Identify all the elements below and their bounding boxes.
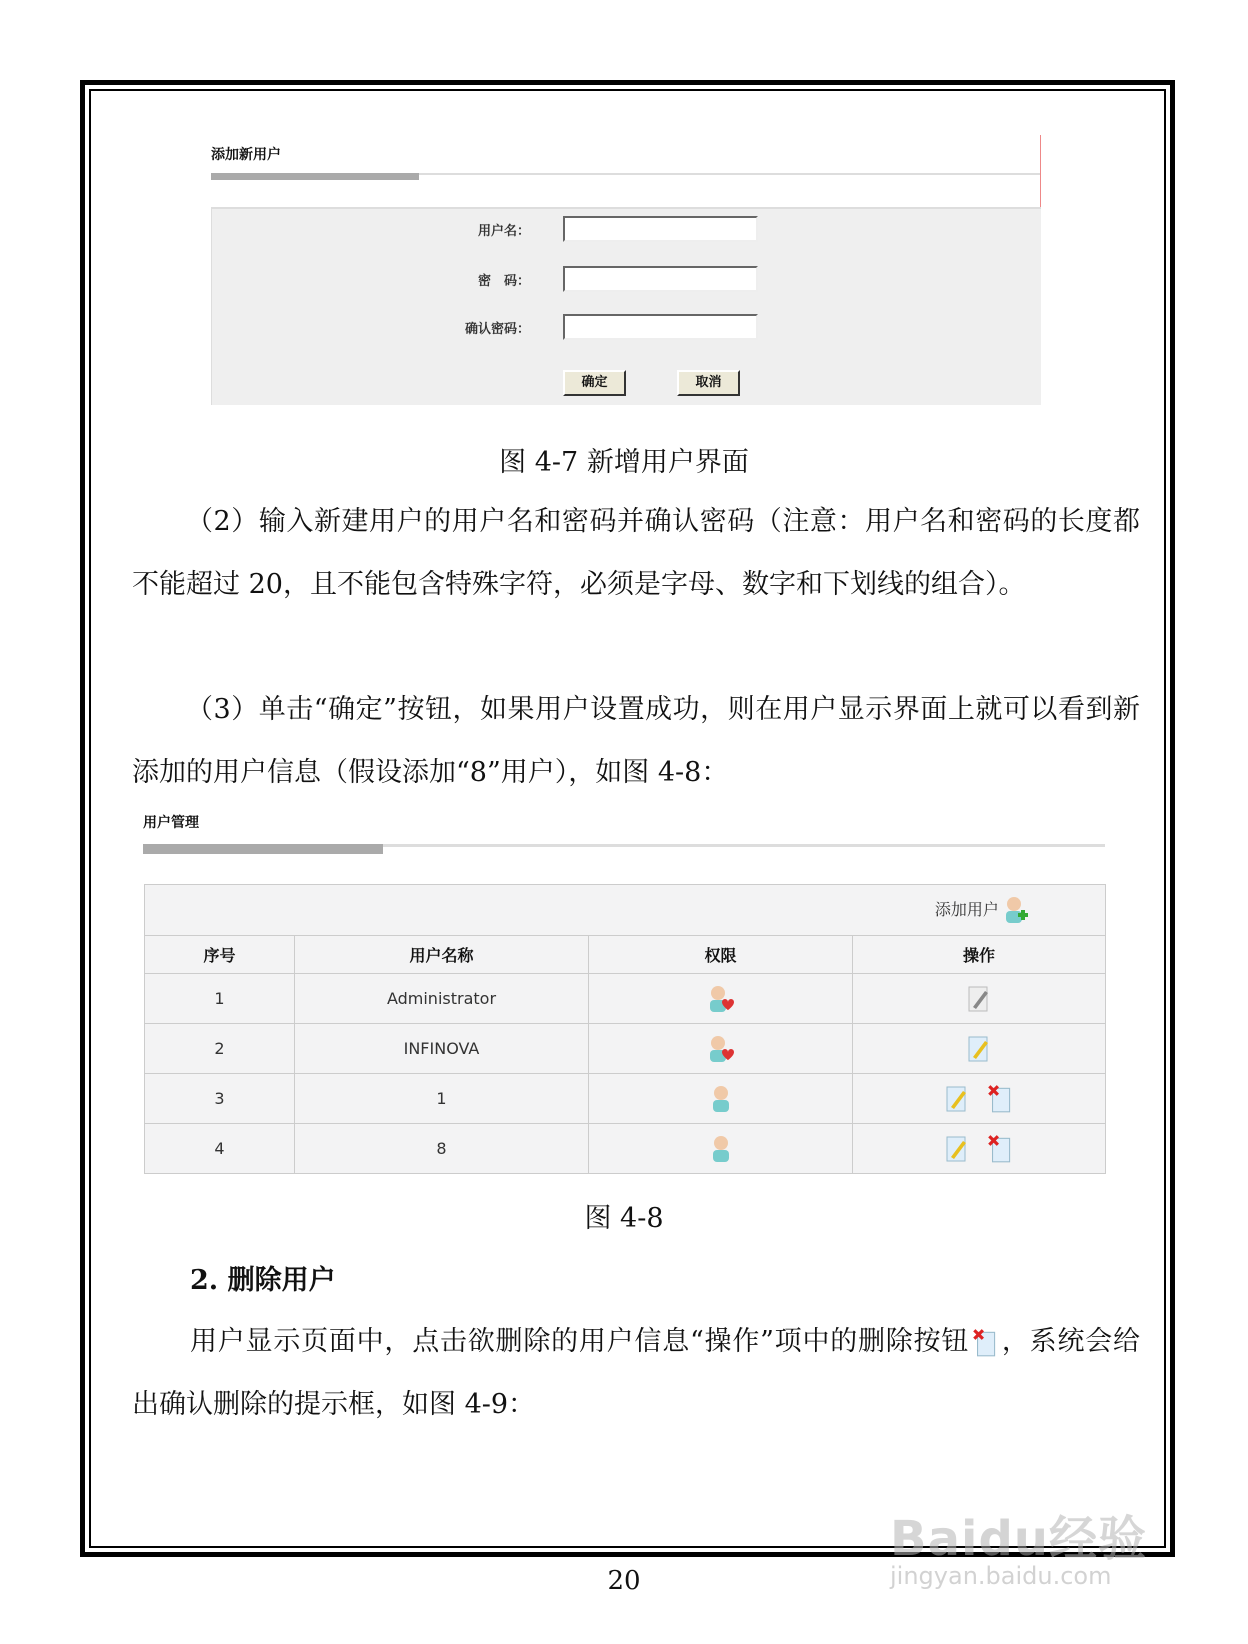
header-no: 序号 (145, 936, 295, 974)
title-underline (211, 173, 419, 180)
header-permission: 权限 (589, 936, 853, 974)
delete-icon (969, 1327, 1001, 1359)
baidu-watermark-url: jingyan.baidu.com (890, 1562, 1112, 1590)
row-no: 3 (145, 1074, 295, 1124)
user-table (144, 884, 1106, 1174)
row-actions (853, 974, 1106, 1024)
row-username: INFINOVA (295, 1024, 589, 1074)
password-label: 密 码： (477, 274, 530, 289)
user-management-title: 用户管理 (143, 815, 199, 831)
edit-disabled-icon (966, 984, 992, 1014)
row-permission (589, 1024, 853, 1074)
add-user-label: 添加用户 (934, 899, 999, 919)
form-title: 添加新用户 (211, 147, 281, 163)
admin-role-icon (708, 1034, 734, 1064)
add-user-icon (1004, 895, 1030, 925)
user-role-icon (710, 1134, 732, 1164)
delete-text-b: ，系统会给出确认删除的提示框，如图 4-9： (132, 1326, 1141, 1420)
row-permission (589, 974, 853, 1024)
delete-icon[interactable] (986, 1133, 1014, 1165)
add-user-link[interactable] (935, 900, 1030, 919)
row-actions (853, 1074, 1106, 1124)
edit-icon[interactable] (944, 1084, 970, 1114)
row-no: 1 (145, 974, 295, 1024)
table-row (145, 1074, 1106, 1124)
edit-icon[interactable] (944, 1134, 970, 1164)
section-heading: 2. 删除用户 (190, 1265, 336, 1296)
table-row (145, 974, 1106, 1024)
username-label: 用户名： (477, 224, 530, 239)
paragraph-3: （3）单击“确定”按钮，如果用户设置成功，则在用户显示界面上就可以看到新添加的用户信息（假设添加“8”用户），如图 4-8： (132, 694, 1140, 788)
header-actions: 操作 (853, 936, 1106, 974)
delete-text-a: 用户显示页面中，点击欲删除的用户信息“操作”项中的删除按钮 (190, 1326, 970, 1357)
row-no: 4 (145, 1124, 295, 1174)
figure-caption-4-8: 图 4-8 (584, 1203, 664, 1234)
row-username: Administrator (295, 974, 589, 1024)
row-permission (589, 1074, 853, 1124)
figure-caption-4-7: 图 4-7 新增用户界面 (499, 447, 749, 478)
title-underline (143, 844, 383, 854)
delete-paragraph (132, 1310, 1140, 1436)
password-input[interactable] (563, 266, 758, 292)
paragraph-2: （2）输入新建用户的用户名和密码并确认密码（注意：用户名和密码的长度都不能超过 20，且不能包含特殊字符，必须是字母、数字和下划线的组合）。 (132, 506, 1140, 600)
baidu-watermark-logo: Baidu经验 (890, 1511, 1147, 1567)
row-permission (589, 1124, 853, 1174)
row-username: 1 (295, 1074, 589, 1124)
header-username: 用户名称 (295, 936, 589, 974)
row-actions (853, 1124, 1106, 1174)
confirm-password-label: 确认密码： (464, 322, 530, 337)
cancel-button[interactable]: 取消 (677, 370, 740, 396)
table-row (145, 1024, 1106, 1074)
row-username: 8 (295, 1124, 589, 1174)
admin-role-icon (708, 984, 734, 1014)
row-actions (853, 1024, 1106, 1074)
table-row (145, 1124, 1106, 1174)
delete-icon[interactable] (986, 1083, 1014, 1115)
page-number: 20 (607, 1566, 641, 1596)
ok-button[interactable]: 确定 (563, 370, 626, 396)
user-role-icon (710, 1084, 732, 1114)
edit-icon[interactable] (966, 1034, 992, 1064)
confirm-password-input[interactable] (563, 314, 758, 340)
row-no: 2 (145, 1024, 295, 1074)
username-input[interactable] (563, 216, 758, 242)
